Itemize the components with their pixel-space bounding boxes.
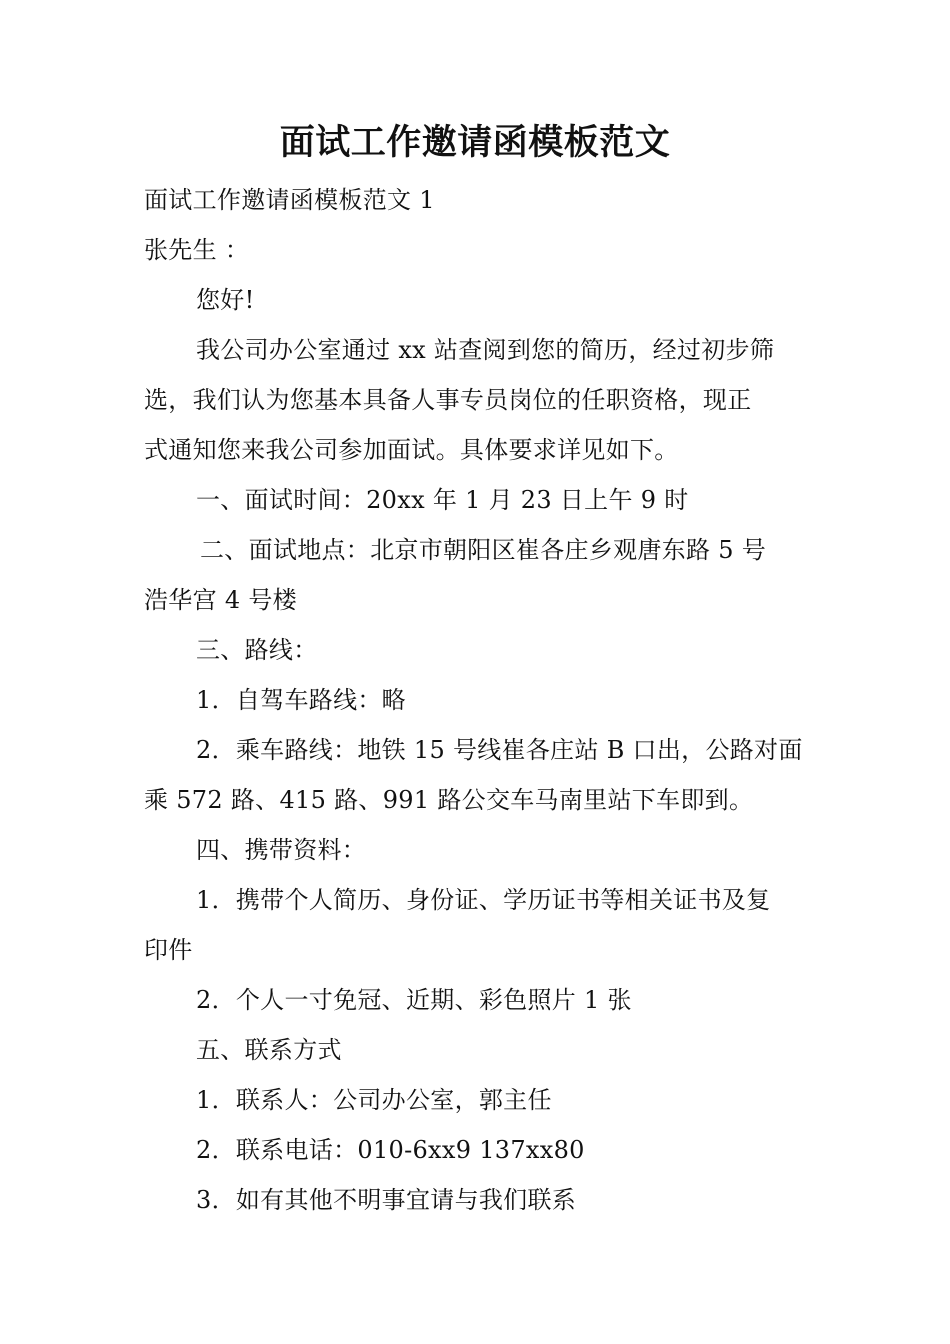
- item-contact-note: 3．如有其他不明事宜请与我们联系: [196, 1186, 577, 1214]
- item-contact-person: 1．联系人：公司办公室，郭主任: [196, 1086, 552, 1114]
- document-title: 面试工作邀请函模板范文: [279, 123, 671, 163]
- item-driving-route: 1．自驾车路线：略: [196, 686, 406, 714]
- item-contact-heading: 五、联系方式: [196, 1036, 342, 1064]
- item-transit-route: 2．乘车路线：地铁 15 号线崔各庄站 B 口出，公路对面: [196, 736, 803, 764]
- item-materials-2: 2．个人一寸免冠、近期、彩色照片 1 张: [196, 986, 632, 1014]
- body-line-3: 式通知您来我公司参加面试。具体要求详见如下。: [144, 436, 679, 464]
- item-materials-1-continued: 印件: [144, 936, 193, 964]
- item-transit-route-continued: 乘 572 路、415 路、991 路公交车马南里站下车即到。: [144, 786, 754, 814]
- body-line-2: 选，我们认为您基本具备人事专员岗位的任职资格，现正: [144, 386, 752, 414]
- item-interview-location-continued: 浩华宫 4 号楼: [144, 586, 297, 614]
- body-line-1: 我公司办公室通过 xx 站查阅到您的简历，经过初步筛: [196, 336, 775, 364]
- item-route-heading: 三、路线：: [196, 636, 318, 664]
- item-interview-location: 二、面试地点：北京市朝阳区崔各庄乡观唐东路 5 号: [200, 536, 767, 564]
- document-subtitle: 面试工作邀请函模板范文 1: [144, 186, 435, 214]
- item-interview-time: 一、面试时间：20xx 年 1 月 23 日上午 9 时: [196, 486, 689, 514]
- salutation: 张先生 ：: [144, 236, 250, 264]
- item-contact-phone: 2．联系电话：010-6xx9 137xx80: [196, 1136, 585, 1164]
- item-materials-heading: 四、携带资料：: [196, 836, 367, 864]
- item-materials-1: 1．携带个人简历、身份证、学历证书等相关证书及复: [196, 886, 771, 914]
- greeting: 您好!: [196, 286, 255, 314]
